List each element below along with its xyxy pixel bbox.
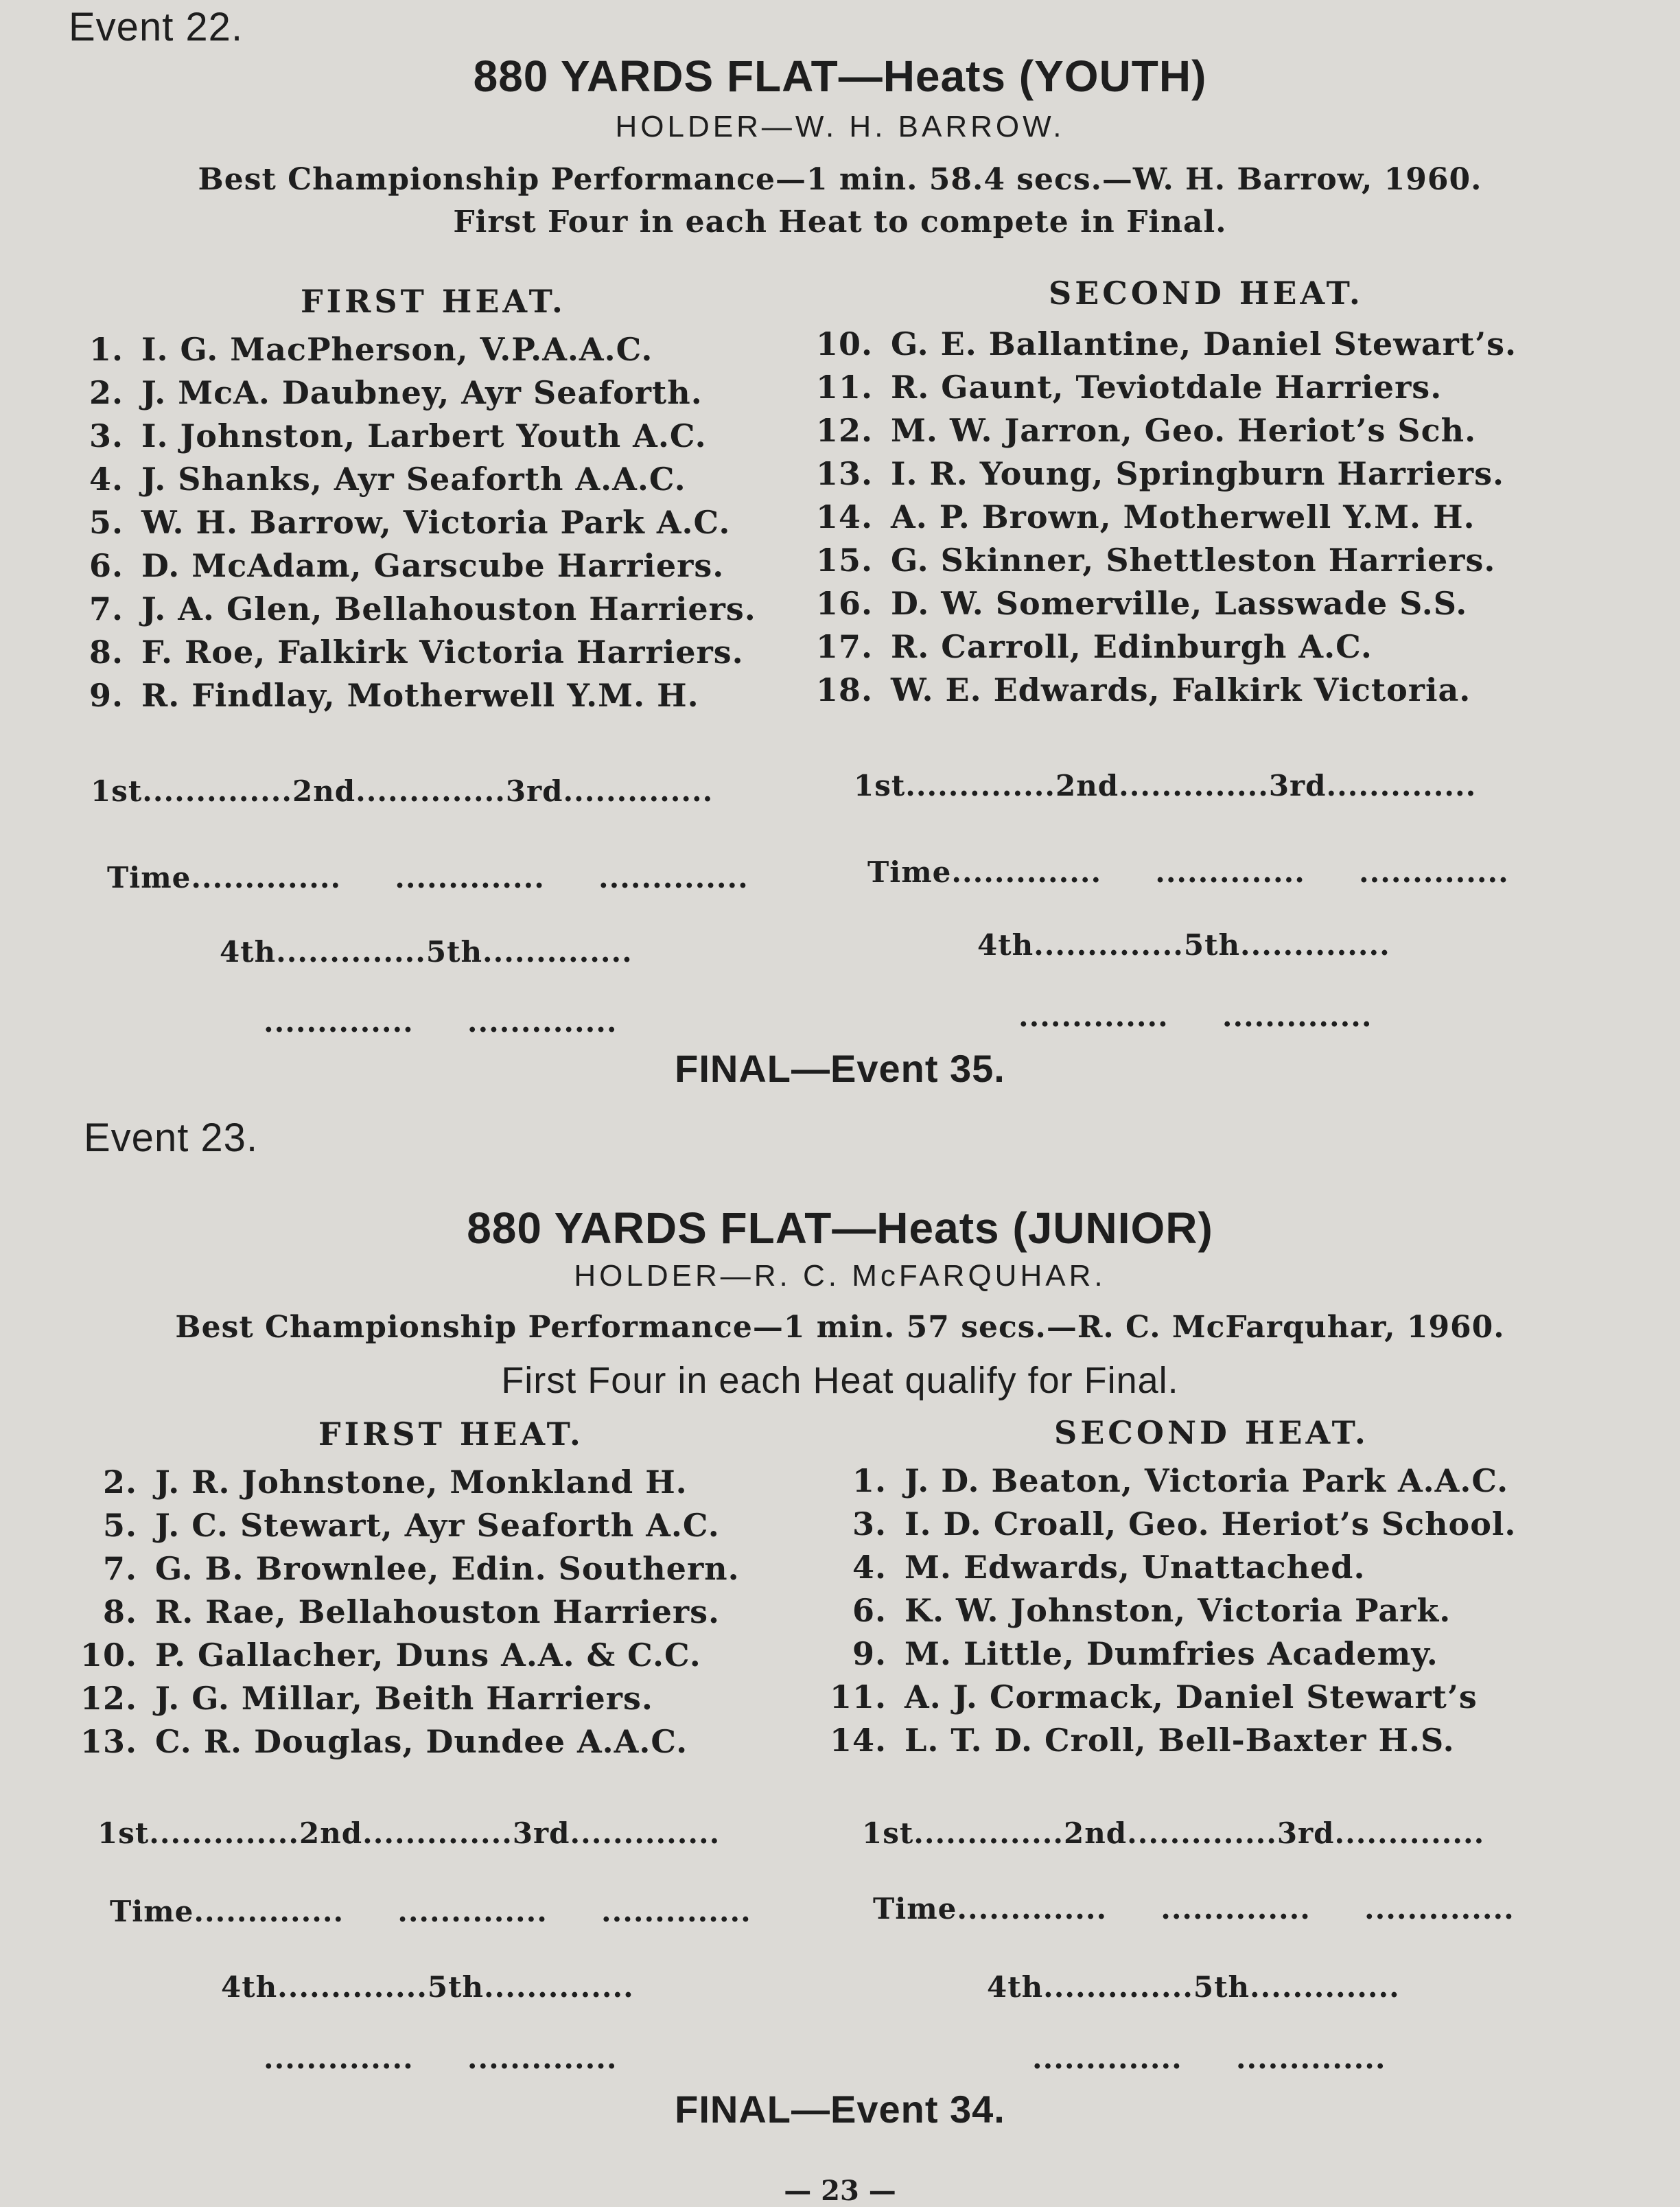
second-heat-heading: SECOND HEAT. — [1049, 275, 1364, 312]
second-heat-time-line: Time.............. .............. .............. — [867, 855, 1509, 889]
first-heat-entries — [55, 331, 756, 720]
second-heat-time-line: Time.............. .............. .............. — [873, 1892, 1515, 1926]
entry: 1. J. D. Beaton, Victoria Park A.A.C. — [852, 1462, 1509, 1499]
event-title: 880 YARDS FLAT—Heats (JUNIOR) — [467, 1203, 1213, 1253]
first-heat-places-line: 1st..............2nd..............3rd.............. — [97, 1816, 721, 1850]
entry: 7. G. B. Brownlee, Edin. Southern. — [102, 1550, 740, 1587]
first-heat-extra-places-line: 4th..............5th.............. — [220, 935, 633, 969]
entry: 4. J. Shanks, Ayr Seaforth A.A.C. — [89, 461, 686, 498]
entry: 9. M. Little, Dumfries Academy. — [852, 1635, 1438, 1672]
first-heat-blank-line: .............. .............. — [264, 2042, 618, 2075]
entry: 2. J. R. Johnstone, Monkland H. — [102, 1464, 688, 1501]
entry: 10. G. E. Ballantine, Daniel Stewart’s. — [815, 325, 1517, 362]
best-performance: Best Championship Performance—1 min. 57 secs.—R. C. McFarquhar, 1960. — [175, 1310, 1505, 1345]
second-heat-blank-line: .............. .............. — [1018, 999, 1373, 1033]
record-holder: HOLDER—R. C. McFARQUHAR. — [574, 1259, 1106, 1293]
entry: 9. R. Findlay, Motherwell Y.M. H. — [89, 677, 699, 714]
entry: 3. I. D. Croall, Geo. Heriot’s School. — [852, 1505, 1517, 1542]
second-heat-places-line: 1st..............2nd..............3rd.............. — [862, 1816, 1485, 1850]
entry: 4. M. Edwards, Unattached. — [852, 1549, 1366, 1586]
qualify-note: First Four in each Heat qualify for Final. — [501, 1360, 1179, 1401]
entry: 2. J. McA. Daubney, Ayr Seaforth. — [89, 374, 703, 411]
event-label: Event 23. — [84, 1116, 259, 1160]
entry: 5. W. H. Barrow, Victoria Park A.C. — [89, 504, 731, 541]
entry: 3. I. Johnston, Larbert Youth A.C. — [89, 417, 707, 454]
page-number: — 23 — — [784, 2175, 896, 2207]
entry: 5. J. C. Stewart, Ayr Seaforth A.C. — [102, 1507, 720, 1544]
final-reference: FINAL—Event 34. — [675, 2088, 1005, 2131]
entry: 6. K. W. Johnston, Victoria Park. — [852, 1592, 1451, 1629]
first-heat-heading: FIRST HEAT. — [318, 1416, 584, 1453]
first-heat-entries — [69, 1464, 740, 1766]
entry: 16. D. W. Somerville, Lasswade S.S. — [815, 585, 1468, 622]
entry: 18. W. E. Edwards, Falkirk Victoria. — [815, 671, 1471, 708]
qualify-note: First Four in each Heat to compete in Final. — [453, 205, 1227, 240]
second-heat-entries — [818, 1462, 1516, 1765]
first-heat-extra-places-line: 4th..............5th.............. — [221, 1970, 634, 2004]
entry: 11. A. J. Cormack, Daniel Stewart’s — [829, 1678, 1478, 1715]
entry: 15. G. Skinner, Shettleston Harriers. — [815, 542, 1496, 579]
entry: 8. R. Rae, Bellahouston Harriers. — [102, 1593, 721, 1630]
entry: 10. P. Gallacher, Duns A.A. & C.C. — [80, 1637, 701, 1674]
entry: 12. M. W. Jarron, Geo. Heriot’s Sch. — [815, 412, 1477, 449]
entry: 1. I. G. MacPherson, V.P.A.A.C. — [89, 331, 653, 368]
second-heat-extra-places-line: 4th..............5th.............. — [977, 928, 1390, 962]
first-heat-time-line: Time.............. .............. .............. — [110, 1895, 751, 1928]
entry: 13. I. R. Young, Springburn Harriers. — [815, 455, 1505, 492]
event-label: Event 22. — [69, 5, 244, 49]
entry: 13. C. R. Douglas, Dundee A.A.C. — [80, 1723, 688, 1760]
second-heat-entries — [804, 325, 1517, 715]
first-heat-time-line: Time.............. .............. .............. — [107, 861, 749, 894]
entry: 8. F. Roe, Falkirk Victoria Harriers. — [89, 634, 744, 671]
second-heat-places-line: 1st..............2nd..............3rd.............. — [854, 769, 1477, 802]
record-holder: HOLDER—W. H. BARROW. — [615, 110, 1065, 143]
entry: 14. L. T. D. Croll, Bell-Baxter H.S. — [829, 1722, 1455, 1759]
entry: 17. R. Carroll, Edinburgh A.C. — [815, 628, 1373, 665]
first-heat-places-line: 1st..............2nd..............3rd.............. — [91, 774, 714, 808]
entry: 7. J. A. Glen, Bellahouston Harriers. — [89, 590, 756, 627]
event-title: 880 YARDS FLAT—Heats (YOUTH) — [473, 51, 1207, 101]
entry: 11. R. Gaunt, Teviotdale Harriers. — [815, 369, 1443, 406]
first-heat-blank-line: .............. .............. — [264, 1005, 618, 1039]
second-heat-extra-places-line: 4th..............5th.............. — [987, 1970, 1400, 2004]
second-heat-blank-line: .............. .............. — [1032, 2042, 1386, 2075]
entry: 12. J. G. Millar, Beith Harriers. — [80, 1680, 653, 1717]
best-performance: Best Championship Performance—1 min. 58.4 secs.—W. H. Barrow, 1960. — [198, 162, 1482, 197]
final-reference: FINAL—Event 35. — [675, 1047, 1005, 1090]
entry: 6. D. McAdam, Garscube Harriers. — [89, 547, 725, 584]
second-heat-heading: SECOND HEAT. — [1054, 1414, 1369, 1451]
first-heat-heading: FIRST HEAT. — [301, 283, 566, 320]
entry: 14. A. P. Brown, Motherwell Y.M. H. — [815, 498, 1475, 535]
